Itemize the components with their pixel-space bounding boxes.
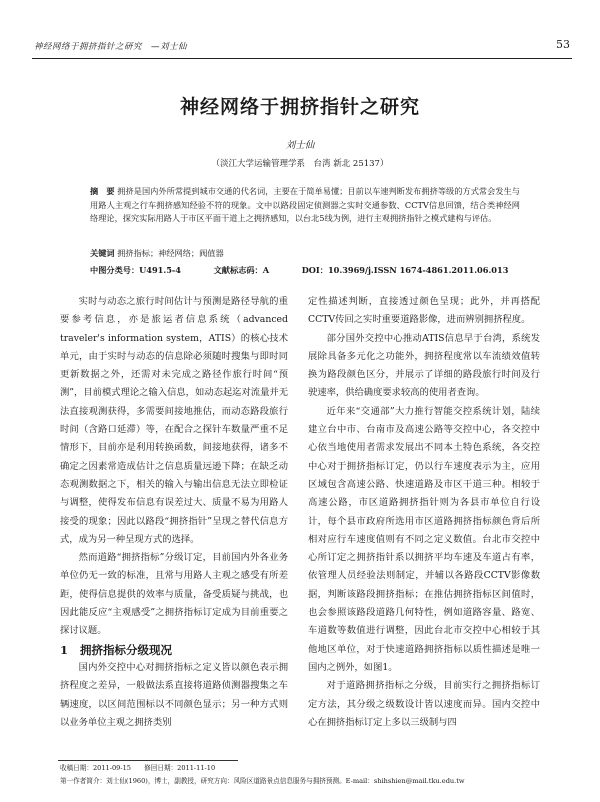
footnote-rule — [58, 760, 238, 761]
section-title: 拥挤指标分级现况 — [80, 642, 173, 657]
running-head: 神经网络于拥挤指针之研究 —刘士仙 — [34, 42, 188, 52]
body-column-right — [308, 293, 540, 732]
header-rule — [32, 58, 572, 59]
paper-affiliation: （淡江大学运输管理学系 台湾 新北 25137） — [211, 159, 389, 169]
keywords-text: 拥挤指标；神经网络；阀值器 — [117, 248, 224, 258]
body-paragraph: 对于道路拥挤指标之分级，目前实行之拥挤指标订定方法，其分级之级数设计皆以速度而异。国内交控中心在拥挤指标订定上多以三级制与四 — [308, 680, 540, 728]
body-paragraph: 国内外交控中心对拥挤指标之定义皆以颜色表示拥挤程度之差异，一般做法系直接将道路侦测器搜集之车辆速度，以区间范围标以不同颜色显示；另一种方式则以业务单位主观之拥挤类别 — [60, 661, 288, 728]
keywords-block — [90, 248, 520, 259]
footnote-dates: 收稿日期：2011-09-15 修回日期：2011-11-10 — [60, 764, 216, 772]
document-code: 文献标志码：A — [213, 265, 270, 275]
body-paragraph: 然而道路“拥挤指标”分级订定，目前国内外各业务单位仍无一致的标准，且常与用路人主观之感受有所差距，使得信息提供的效率与质量，备受质疑与挑战，也因此能反应“主观感受”之拥挤指标订定成为目前重要之探讨议题。 — [60, 552, 288, 637]
body-paragraph: 部分国外交控中心推动ATIS信息早于台湾，系统发展除具备多元化之功能外，拥挤程度常以车流绩效值转换为路段颜色区分，并展示了详细的路段旅行时间及行驶速率，供给确度要求较高的使用者查询。 — [308, 332, 540, 399]
doi: DOI：10.3969/j.ISSN 1674-4861.2011.06.013 — [301, 265, 509, 275]
body-column-left — [60, 293, 288, 732]
abstract-label: 摘 要 — [90, 186, 115, 196]
section-number: 1 — [60, 642, 69, 657]
keywords-label: 关键词 — [90, 248, 115, 258]
abstract-block — [90, 185, 520, 226]
section-heading — [60, 641, 288, 659]
footnote-author: 第一作者简介：刘士仙(1960)，博士，副教授，研究方向：风险区道路景点信息服务与拥挤预测。E-mail：shihshien@mail.tku.edu.tw — [60, 777, 465, 785]
classification-line — [90, 265, 540, 276]
paper-author: 刘士仙 — [285, 140, 315, 151]
body-paragraph: 近年来“交通部”大力推行智能交控系统计划，陆续建立台中市、台南市及高速公路等交控中心，各交控中心依当地使用者需求发展出不同本土特色系统，各交控中心对于拥挤指标订定，仍以行车速度表示为主，应用区域包含高速公路、快速道路及市区干道三种。相较于高速公路，市区道路拥挤指针则为各县市单位自行设计，每个县市政府所选用市区道路拥挤指标颜色背后所相对应行车速度值则有不同之定义数值。台北市交控中心所订定之拥挤指针系以拥挤平均车速及车道占有率，依管理人员经验法则制定，并辅以各路段CCTV影像数据，判断该路段拥挤指标；在推估拥挤指标区间值时，也会参照该路段道路几何特性，例如道路容量、路宽、车道数等数值进行调整，因此台北市交控中心相较于其他地区单位，对于快速道路拥挤指标以质性描述是唯一国内之例外，如图1。 — [308, 405, 540, 673]
body-paragraph: 实时与动态之旅行时间估计与预测是路径导航的重要参考信息，亦是旅运者信息系统（advanced traveler's information system，ATIS）的核心技术单元，由于实时与动态的信息除必须随时搜集与即时同更新数据之外，还需对未完成之路径作旅行时间“预测”，目前模式理论之输入信息，如动态起迄对流量并无法直接观测获得，多需要间接地推估，而动态路段旅行时间（含路口延滞）等，在配合之探针车数量严重不足情形下，目前亦是利用转换函数，间接地获得，诸多不确定之因素常造成估计之信息质量远逊下降；在缺乏动态观测数据之下，相关的输入与输出信息无法立即检证与调整，使得发布信息有误差过大、质量不易为用路人接受的现象；因此以路段“拥挤指针”呈现之替代信息方式，成为另一种呈现方式的选择。 — [60, 296, 288, 545]
abstract-text: 拥挤是国内外所常提到城市交通的代名词，主要在于简单易懂；目前以车速判断发布拥挤等级的方式常会发生与用路人主观之行车拥挤感知经验不符的现象。文中以路段固定侦测器之实时交通参数、CCTV信息回馈，结合类神经网络理论，探究实际用路人于市区平面干道上之拥挤感知，以台北5线为例，进行主观拥挤指针之模式建构与评估。 — [90, 186, 520, 223]
body-paragraph: 定性描述判断，直接透过颜色呈现；此外，并再搭配CCTV传回之实时重要道路影像，进而辨别拥挤程度。 — [308, 296, 540, 326]
clc-number: 中图分类号：U491.5-4 — [90, 265, 181, 275]
paper-title: 神经网络于拥挤指针之研究 — [179, 96, 420, 118]
page-number: 53 — [556, 38, 570, 51]
